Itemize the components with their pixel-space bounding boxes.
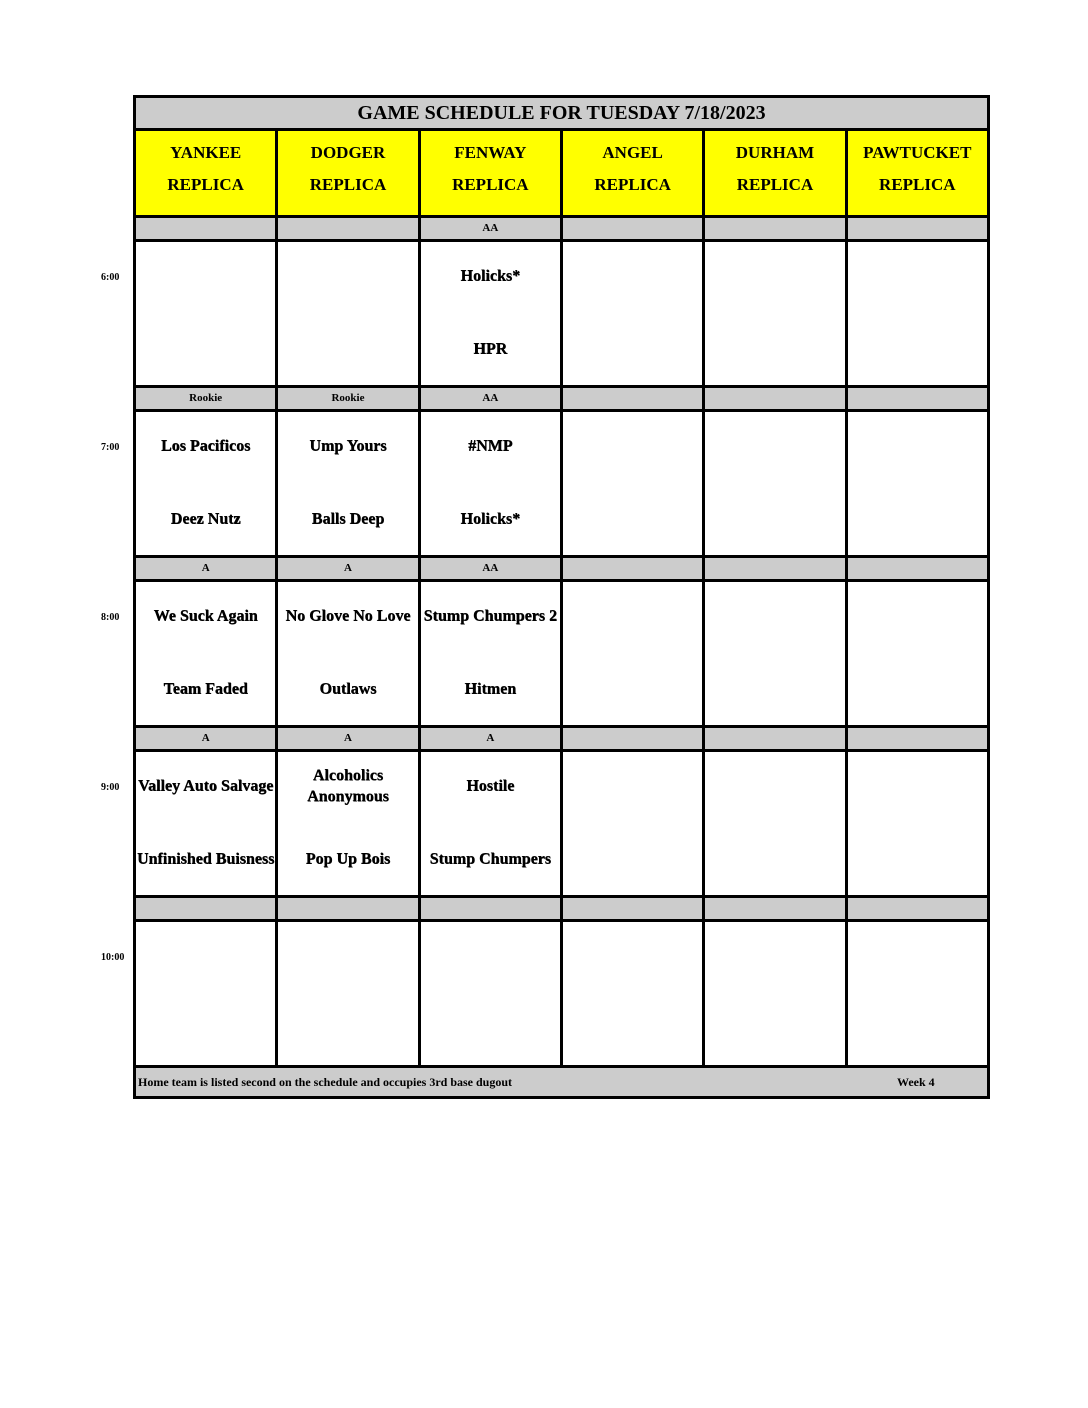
division-label: A bbox=[278, 558, 420, 579]
field-header-dodger bbox=[278, 131, 420, 215]
division-label bbox=[848, 728, 987, 749]
schedule-table bbox=[133, 95, 990, 1099]
game-cell bbox=[705, 582, 847, 725]
home-team: Deez Nutz bbox=[170, 510, 241, 528]
field-header-fenway bbox=[421, 131, 563, 215]
game-cell bbox=[421, 922, 563, 1065]
schedule-footer bbox=[136, 1068, 987, 1096]
game-cell bbox=[563, 412, 705, 555]
game-slot-row bbox=[136, 412, 987, 558]
away-team: No Glove No Love bbox=[285, 607, 411, 625]
game-slot-row bbox=[136, 922, 987, 1068]
field-header-pawtucket bbox=[848, 131, 987, 215]
game-cell bbox=[848, 752, 987, 895]
time-label: 9:00 bbox=[101, 782, 120, 793]
game-cell bbox=[421, 752, 563, 895]
game-cell bbox=[563, 752, 705, 895]
time-label: 8:00 bbox=[101, 612, 120, 623]
game-cell bbox=[278, 752, 420, 895]
division-label bbox=[563, 218, 705, 239]
division-label: AA bbox=[421, 558, 563, 579]
field-subtitle: REPLICA bbox=[452, 175, 529, 194]
game-cell bbox=[136, 242, 278, 385]
away-team: Holicks* bbox=[460, 267, 521, 285]
game-cell bbox=[421, 582, 563, 725]
game-cell bbox=[278, 582, 420, 725]
field-name: DODGER bbox=[310, 143, 386, 162]
division-row bbox=[136, 898, 987, 922]
away-team: Alcoholics Anonymous bbox=[307, 767, 389, 805]
division-label bbox=[563, 388, 705, 409]
game-cell bbox=[705, 752, 847, 895]
away-team: Valley Auto Salvage bbox=[137, 777, 274, 795]
field-name: ANGEL bbox=[602, 143, 663, 162]
division-label bbox=[278, 218, 420, 239]
division-label bbox=[563, 728, 705, 749]
division-label: A bbox=[421, 728, 563, 749]
division-row bbox=[136, 558, 987, 582]
home-team: Stump Chumpers bbox=[429, 850, 551, 868]
division-label bbox=[136, 218, 278, 239]
game-slot-row bbox=[136, 752, 987, 898]
away-team: Stump Chumpers 2 bbox=[423, 607, 557, 625]
home-team: Outlaws bbox=[319, 680, 377, 698]
time-label: 6:00 bbox=[101, 272, 120, 283]
game-cell bbox=[848, 412, 987, 555]
game-cell bbox=[421, 412, 563, 555]
game-cell bbox=[136, 412, 278, 555]
home-team: Pop Up Bois bbox=[305, 850, 391, 868]
field-header-yankee bbox=[136, 131, 278, 215]
division-label: AA bbox=[421, 388, 563, 409]
game-cell bbox=[705, 412, 847, 555]
time-label: 7:00 bbox=[101, 442, 120, 453]
time-label: 10:00 bbox=[101, 952, 125, 963]
game-cell bbox=[563, 582, 705, 725]
division-label bbox=[848, 388, 987, 409]
field-subtitle: REPLICA bbox=[879, 175, 956, 194]
field-subtitle: REPLICA bbox=[736, 175, 814, 194]
division-label bbox=[421, 898, 563, 919]
division-label bbox=[563, 558, 705, 579]
division-label bbox=[705, 218, 847, 239]
division-label: AA bbox=[421, 218, 563, 239]
footer-note: Home team is listed second on the schedule and occupies 3rd base dugout bbox=[138, 1075, 513, 1089]
week-label: Week 4 bbox=[897, 1075, 935, 1089]
game-cell bbox=[278, 242, 420, 385]
game-cell bbox=[136, 582, 278, 725]
field-name: PAWTUCKET bbox=[863, 143, 972, 162]
game-cell bbox=[278, 412, 420, 555]
field-name: YANKEE bbox=[170, 143, 242, 162]
game-cell bbox=[136, 752, 278, 895]
division-label bbox=[278, 898, 420, 919]
home-team: Hitmen bbox=[464, 680, 517, 698]
game-cell bbox=[563, 922, 705, 1065]
game-cell bbox=[278, 922, 420, 1065]
division-label: A bbox=[278, 728, 420, 749]
game-slot-row bbox=[136, 582, 987, 728]
division-label bbox=[848, 898, 987, 919]
field-header-angel bbox=[563, 131, 705, 215]
game-cell bbox=[421, 242, 563, 385]
home-team: Holicks* bbox=[460, 510, 521, 528]
division-row bbox=[136, 218, 987, 242]
away-team: Los Pacificos bbox=[161, 437, 251, 455]
game-cell bbox=[848, 582, 987, 725]
division-label bbox=[705, 558, 847, 579]
schedule-title: GAME SCHEDULE FOR TUESDAY 7/18/2023 bbox=[136, 98, 987, 131]
division-label bbox=[563, 898, 705, 919]
game-cell bbox=[848, 242, 987, 385]
division-row bbox=[136, 388, 987, 412]
division-label: Rookie bbox=[136, 388, 278, 409]
division-label bbox=[705, 728, 847, 749]
game-cell bbox=[563, 242, 705, 385]
game-slot-row bbox=[136, 242, 987, 388]
home-team: Balls Deep bbox=[311, 510, 385, 528]
field-header-row bbox=[136, 131, 987, 218]
game-cell bbox=[848, 922, 987, 1065]
home-team: HPR bbox=[473, 340, 508, 358]
division-label bbox=[705, 388, 847, 409]
division-label: Rookie bbox=[278, 388, 420, 409]
away-team: Hostile bbox=[466, 777, 515, 795]
field-name: DURHAM bbox=[735, 143, 815, 162]
game-cell bbox=[705, 922, 847, 1065]
division-label bbox=[848, 558, 987, 579]
division-row bbox=[136, 728, 987, 752]
away-team: #NMP bbox=[468, 437, 513, 455]
game-cell bbox=[136, 922, 278, 1065]
home-team: Unfinished Buisness bbox=[136, 850, 275, 868]
home-team: Team Faded bbox=[163, 680, 248, 698]
division-label: A bbox=[136, 558, 278, 579]
division-label bbox=[705, 898, 847, 919]
division-label: A bbox=[136, 728, 278, 749]
field-subtitle: REPLICA bbox=[594, 175, 671, 194]
field-header-durham bbox=[705, 131, 847, 215]
time-slots bbox=[136, 218, 987, 1068]
division-label bbox=[848, 218, 987, 239]
game-cell bbox=[705, 242, 847, 385]
field-name: FENWAY bbox=[454, 143, 527, 162]
field-subtitle: REPLICA bbox=[167, 175, 244, 194]
division-label bbox=[136, 898, 278, 919]
away-team: We Suck Again bbox=[153, 607, 258, 625]
away-team: Ump Yours bbox=[309, 437, 387, 455]
field-subtitle: REPLICA bbox=[309, 175, 387, 194]
